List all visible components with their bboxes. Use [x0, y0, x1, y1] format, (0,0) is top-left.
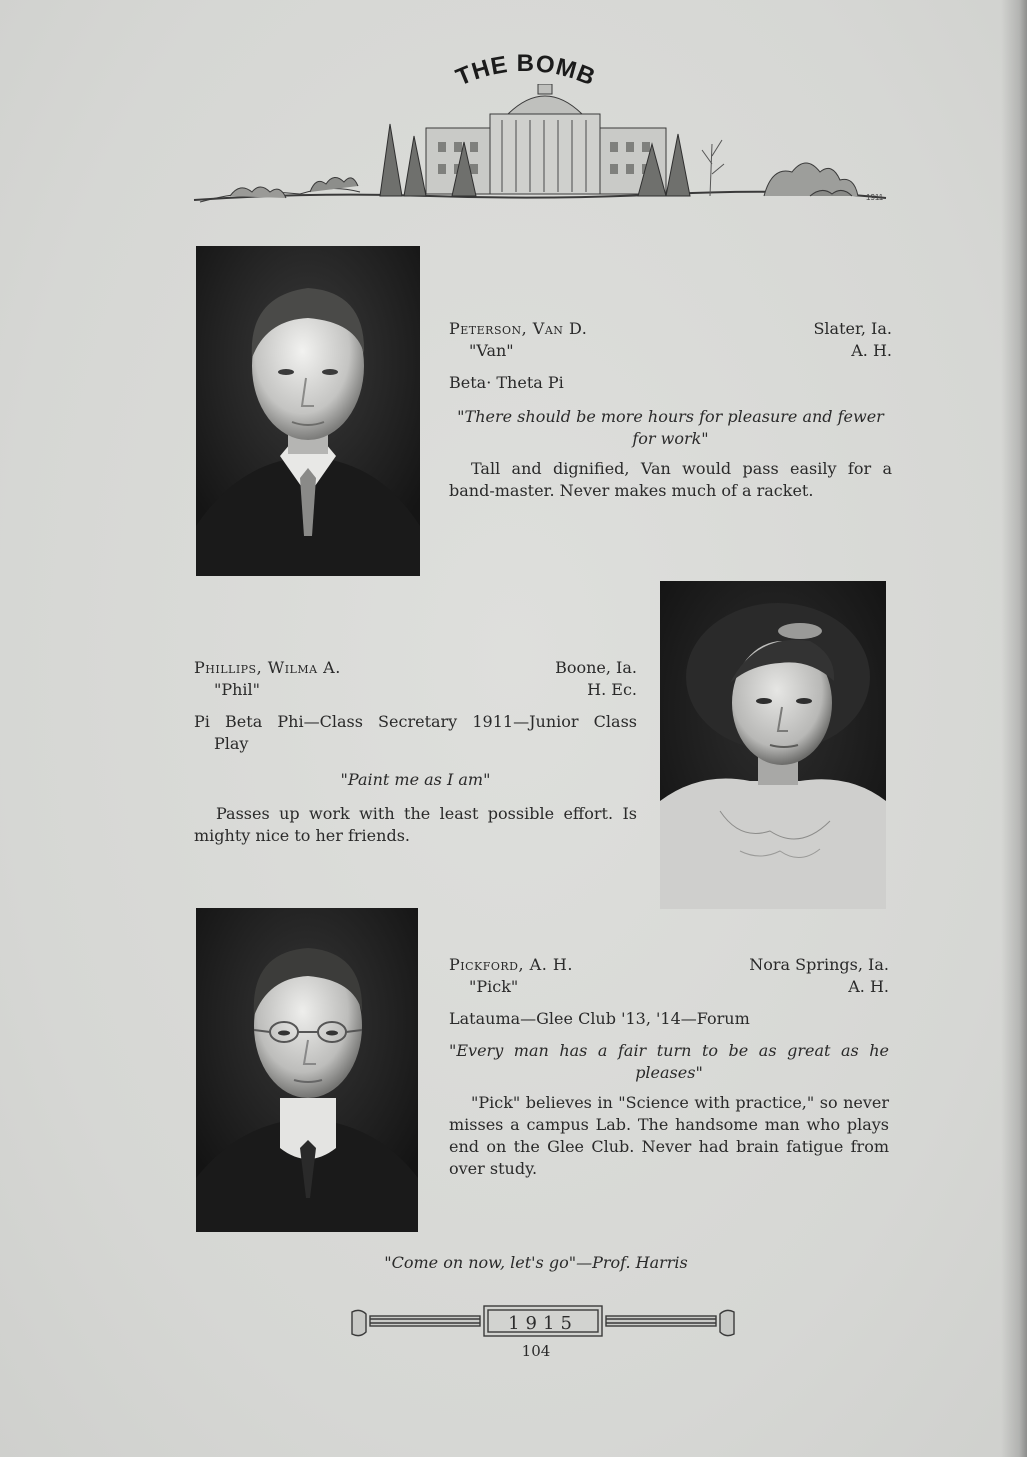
portrait-photo-peterson — [196, 246, 420, 576]
hometown: Slater, Ia. — [813, 319, 892, 338]
nickname: "Pick" — [469, 977, 519, 996]
affiliations: Beta· Theta Pi — [449, 373, 564, 392]
hometown: Boone, Ia. — [555, 658, 637, 677]
nickname: "Phil" — [214, 680, 261, 699]
svg-text:1911: 1911 — [866, 193, 884, 202]
hometown: Nora Springs, Ia. — [749, 955, 889, 974]
affiliations-line: Pi Beta Phi—Class Secretary 1911—Junior Class — [194, 712, 637, 731]
portrait-photo-pickford — [196, 908, 418, 1232]
portrait-photo-phillips — [660, 581, 886, 909]
quote: "Paint me as I am" — [340, 770, 491, 789]
quote-line: for work" — [632, 429, 709, 448]
description: "Pick" believes in "Science with practice," so never misses a campus Lab. The handsome man who plays end on the Glee Club. Never had brain fatigue from over study. — [449, 1093, 889, 1178]
student-name: Phillips, Wilma A. — [194, 658, 341, 677]
student-name: Pickford, A. H. — [449, 955, 573, 974]
course: A. H. — [848, 977, 889, 996]
entry-pickford — [449, 954, 889, 1180]
student-name: Peterson, Van D. — [449, 319, 588, 338]
nickname: "Van" — [469, 341, 514, 360]
footer-quote: "Come on now, let's go"—Prof. Harris — [384, 1253, 688, 1272]
campus-building-illustration — [190, 84, 890, 208]
quote-line: pleases" — [635, 1063, 703, 1082]
affiliations-line: Play — [214, 734, 249, 753]
svg-text:1915: 1915 — [508, 1313, 578, 1334]
affiliations — [194, 711, 637, 755]
affiliations: Latauma—Glee Club '13, '14—Forum — [449, 1009, 750, 1028]
entry-phillips — [194, 657, 637, 847]
quote-line: "Every man has a fair turn to be as great as he — [449, 1041, 889, 1060]
page-edge-shadow — [1001, 0, 1027, 1457]
quote — [449, 1040, 889, 1084]
year-banner — [348, 1304, 738, 1338]
course: A. H. — [851, 341, 892, 360]
description: Tall and dignified, Van would pass easily for a band-master. Never makes much of a racket. — [449, 459, 892, 500]
quote — [449, 406, 892, 450]
course: H. Ec. — [587, 680, 637, 699]
entry-peterson — [449, 318, 892, 502]
description: Passes up work with the least possible effort. Is mighty nice to her friends. — [194, 804, 637, 845]
quote-line: "There should be more hours for pleasure and fewer — [457, 407, 884, 426]
svg-text:THE BOMB: THE BOMB — [452, 50, 600, 92]
page-number: 104 — [521, 1342, 551, 1360]
